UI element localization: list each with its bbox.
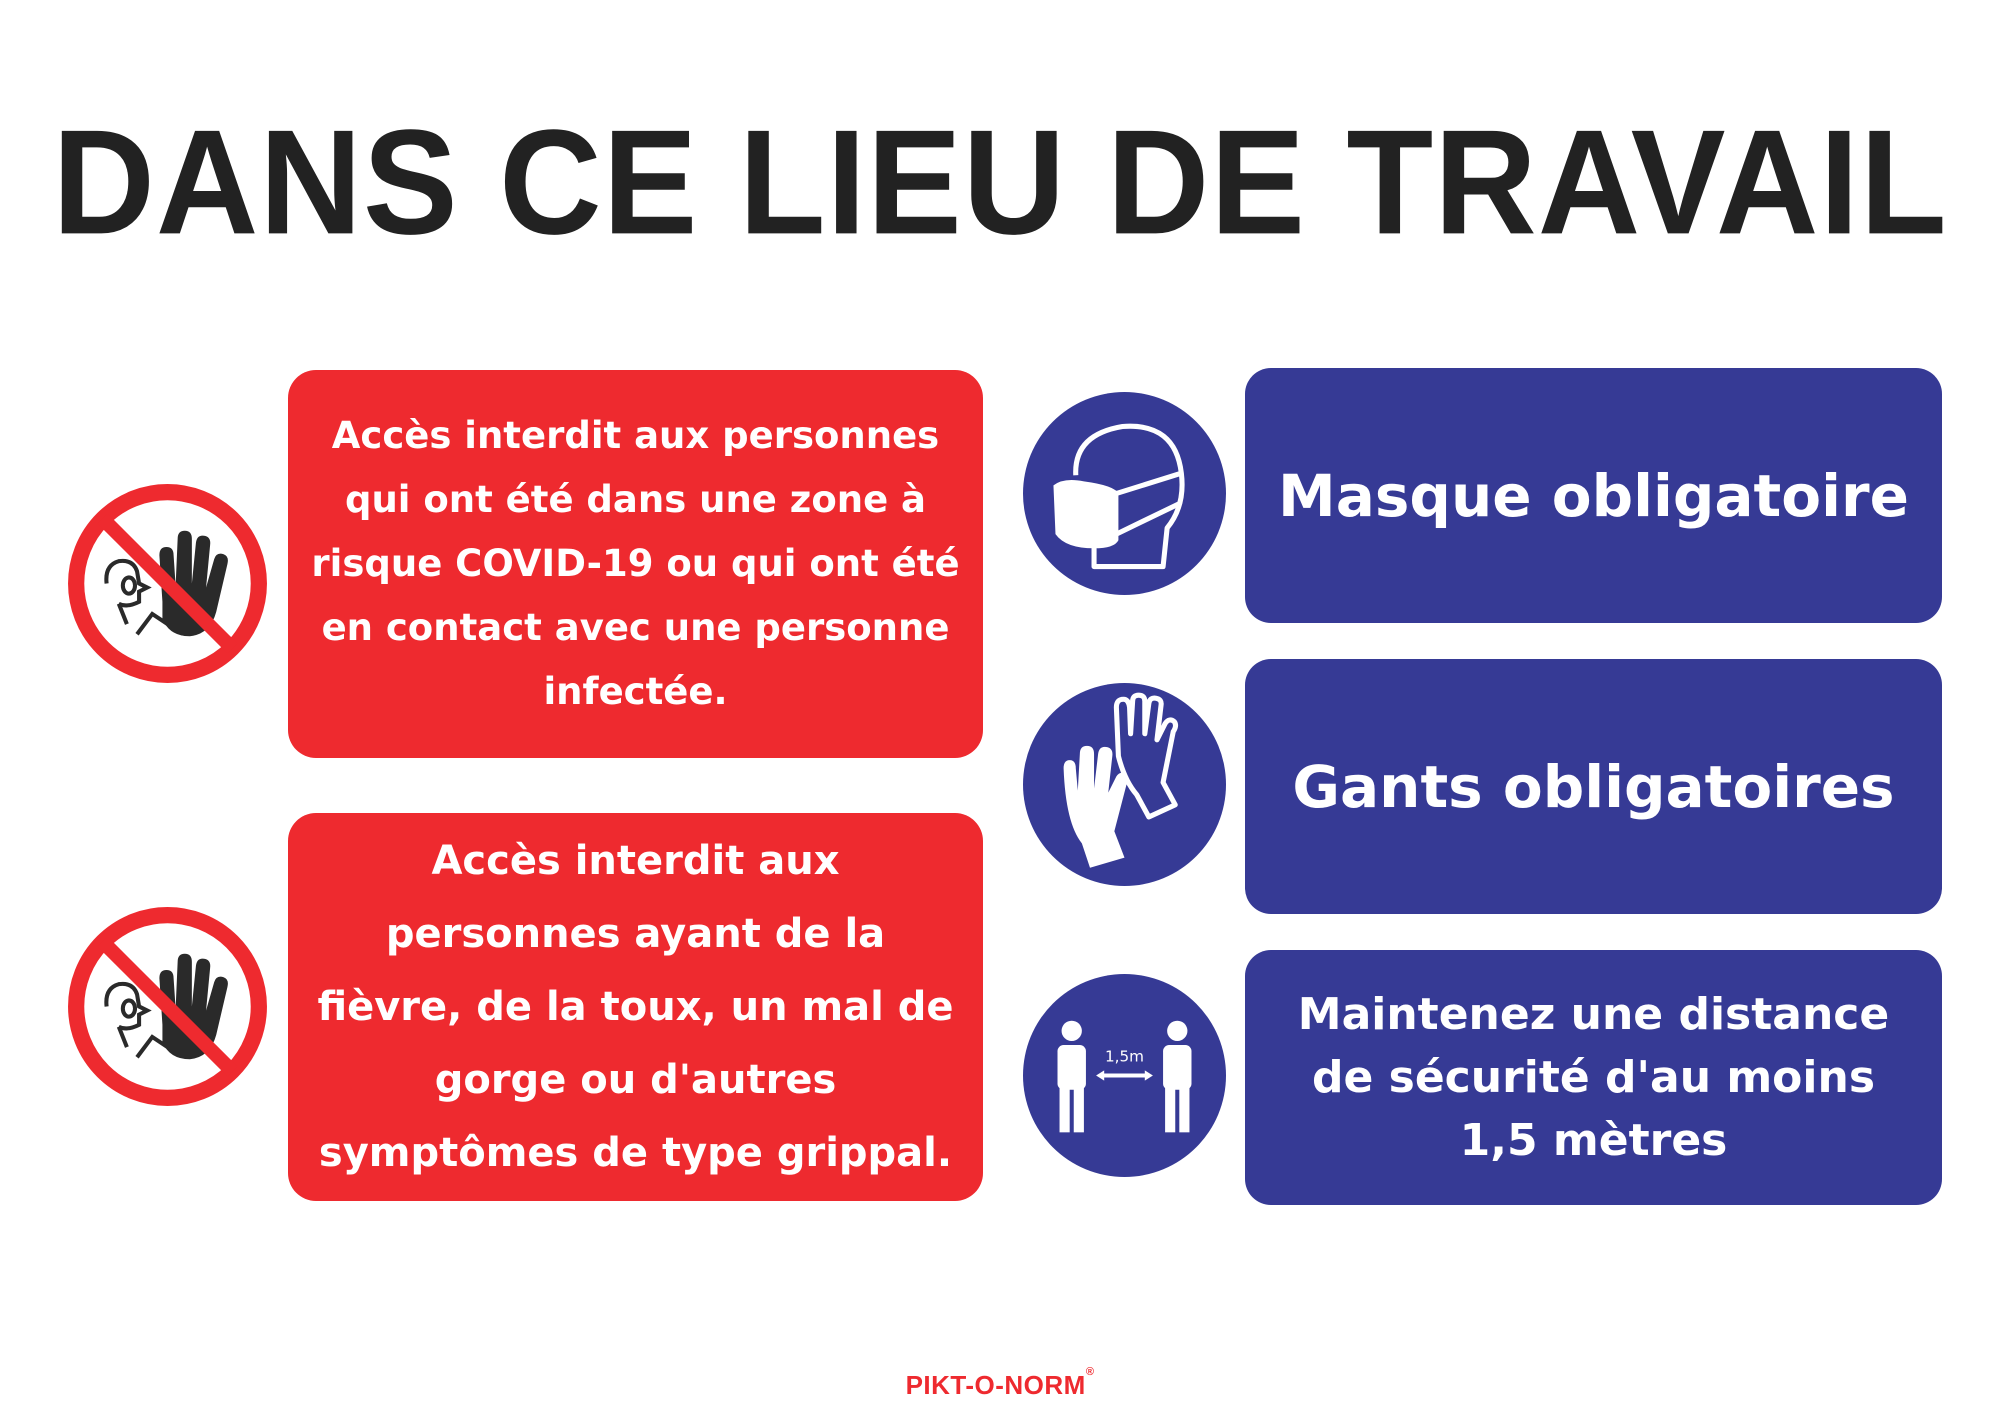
mandatory-panel-distance (1245, 950, 1942, 1205)
no-entry-stop-hand-icon (66, 905, 269, 1108)
mandatory-text: Maintenez une distance de sécurité d'au moins 1,5 mètres (1297, 989, 1890, 1166)
mandatory-text: Masque obligatoire (1278, 461, 1909, 530)
mandatory-text: Gants obligatoires (1292, 752, 1895, 821)
brand-name: PIKT-O-NORM (905, 1370, 1086, 1400)
registered-mark: ® (1085, 1366, 1095, 1378)
social-distance-icon (1023, 974, 1226, 1177)
face-mask-icon (1023, 392, 1226, 595)
brand-logo (0, 1366, 2000, 1401)
gloves-icon (1023, 683, 1226, 886)
no-entry-stop-hand-icon (66, 482, 269, 685)
mandatory-panel-mask (1245, 368, 1942, 623)
prohibition-panel-flu-symptoms (288, 813, 983, 1201)
page-title: DANS CE LIEU DE TRAVAIL (52, 99, 1948, 266)
distance-label: 1,5m (1104, 1047, 1145, 1066)
prohibition-text: Accès interdit aux personnes ayant de la fièvre, de la toux, un mal de gorge ou d'autres symptômes de type grippal. (317, 837, 954, 1176)
mandatory-panel-gloves (1245, 659, 1942, 914)
prohibition-panel-covid-contact (288, 370, 983, 758)
prohibition-text: Accès interdit aux personnes qui ont été dans une zone à risque COVID-19 ou qui ont été en contact avec une personne infectée. (311, 414, 960, 713)
